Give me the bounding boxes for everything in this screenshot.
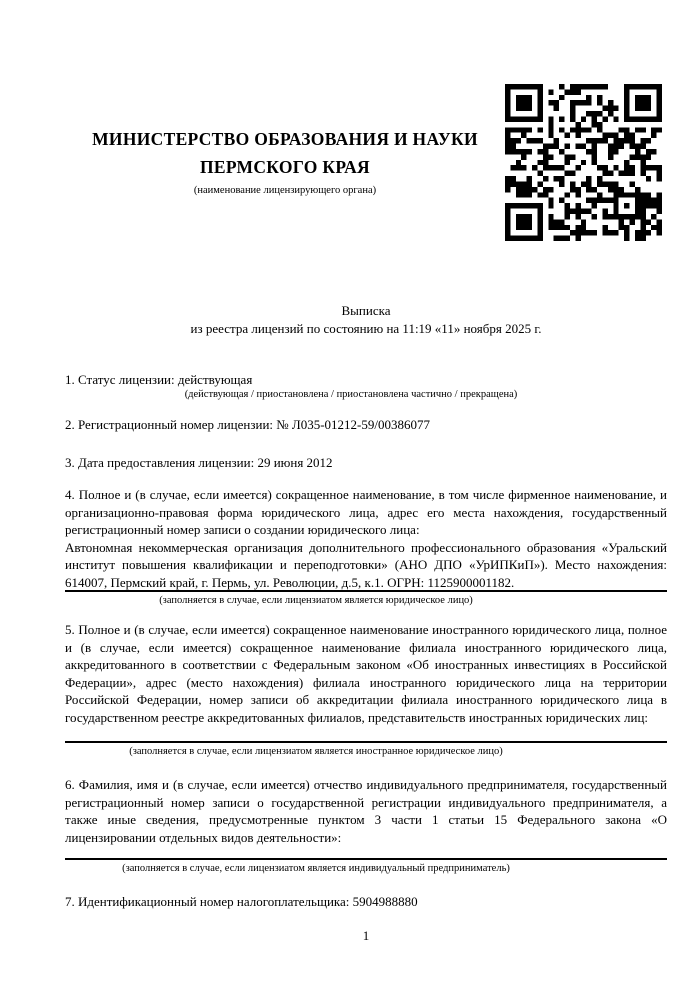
field-taxpayer-number: 7. Идентификационный номер налогоплательщика: 5904988880: [65, 894, 418, 909]
qr-code: [505, 84, 662, 241]
field-legal-entity: [65, 486, 667, 591]
licensing-authority-header: [65, 125, 505, 198]
field-foreign-entity: [65, 621, 667, 726]
field-individual-entrepreneur: [65, 776, 667, 846]
field-individual-entrepreneur-heading: 6. Фамилия, имя и (в случае, если имеется) отчество индивидуального предпринимателя, государственный регистрационный номер записи о государственной регистрации индивидуального предпринимателя, а также иные сведения, предусмотренные пунктом 3 части 1 статьи 15 Федерального закона «О лицензировании отдельных видов деятельности»:: [65, 777, 667, 845]
field-individual-entrepreneur-caption: (заполняется в случае, если лицензиатом является индивидуальный предприниматель): [122, 863, 510, 874]
ministry-name-line2: ПЕРМСКОГО КРАЯ: [200, 157, 370, 177]
field-legal-entity-rule: [65, 590, 667, 592]
field-license-status-caption: (действующая / приостановлена / приостановлена частично / прекращена): [184, 389, 518, 400]
document-title-line1: Выписка: [341, 303, 391, 318]
field-legal-entity-value: Автономная некоммерческая организация дополнительного профессионального образования «Уральский институт повышения квалификации и переподготовки» (АНО ДПО «УрИПКиП»). Место нахождения: 614007, Пермский край, г. Пермь, ул. Революции, д.5, к.1. ОГРН: 1125900001182.: [65, 539, 667, 590]
ministry-name-line1: МИНИСТЕРСТВО ОБРАЗОВАНИЯ И НАУКИ: [92, 129, 478, 149]
field-registration-number: 2. Регистрационный номер лицензии: № Л035-01212-59/00386077: [65, 417, 431, 432]
field-foreign-entity-rule: [65, 741, 667, 743]
field-foreign-entity-caption: (заполняется в случае, если лицензиатом является иностранное юридическое лицо): [129, 746, 503, 757]
field-license-status: 1. Статус лицензии: действующая: [65, 372, 253, 387]
page-number: 1: [362, 928, 370, 943]
field-individual-entrepreneur-rule: [65, 858, 667, 860]
field-foreign-entity-heading: 5. Полное и (в случае, если имеется) сокращенное наименование иностранного юридического лица, полное и (в случае, если имеется) сокращенное наименование филиала иностранного юридического лица, аккредитованного в соответствии с Федеральным законом «Об иностранных инвестициях в Российской Федерации», адрес (место нахождения) филиала иностранного юридического лица на территории Российской Федерации, номер записи об аккредитации филиала иностранного юридического лица в государственном реестре аккредитованных филиалов, представительств иностранных юридических лиц:: [65, 622, 667, 725]
field-legal-entity-caption: (заполняется в случае, если лицензиатом является юридическое лицо): [159, 595, 473, 606]
field-legal-entity-heading: 4. Полное и (в случае, если имеется) сокращенное наименование, в том числе фирменное наименование, и организационно-правовая форма юридического лица, адрес его места нахождения, государственный регистрационный номер записи о создании юридического лица:: [65, 487, 667, 537]
ministry-caption: (наименование лицензирующего органа): [193, 185, 377, 196]
document-title-line2: из реестра лицензий по состоянию на 11:19 «11» ноября 2025 г.: [190, 320, 542, 336]
document-title: [65, 302, 667, 337]
field-grant-date: 3. Дата предоставления лицензии: 29 июня 2012: [65, 455, 333, 470]
